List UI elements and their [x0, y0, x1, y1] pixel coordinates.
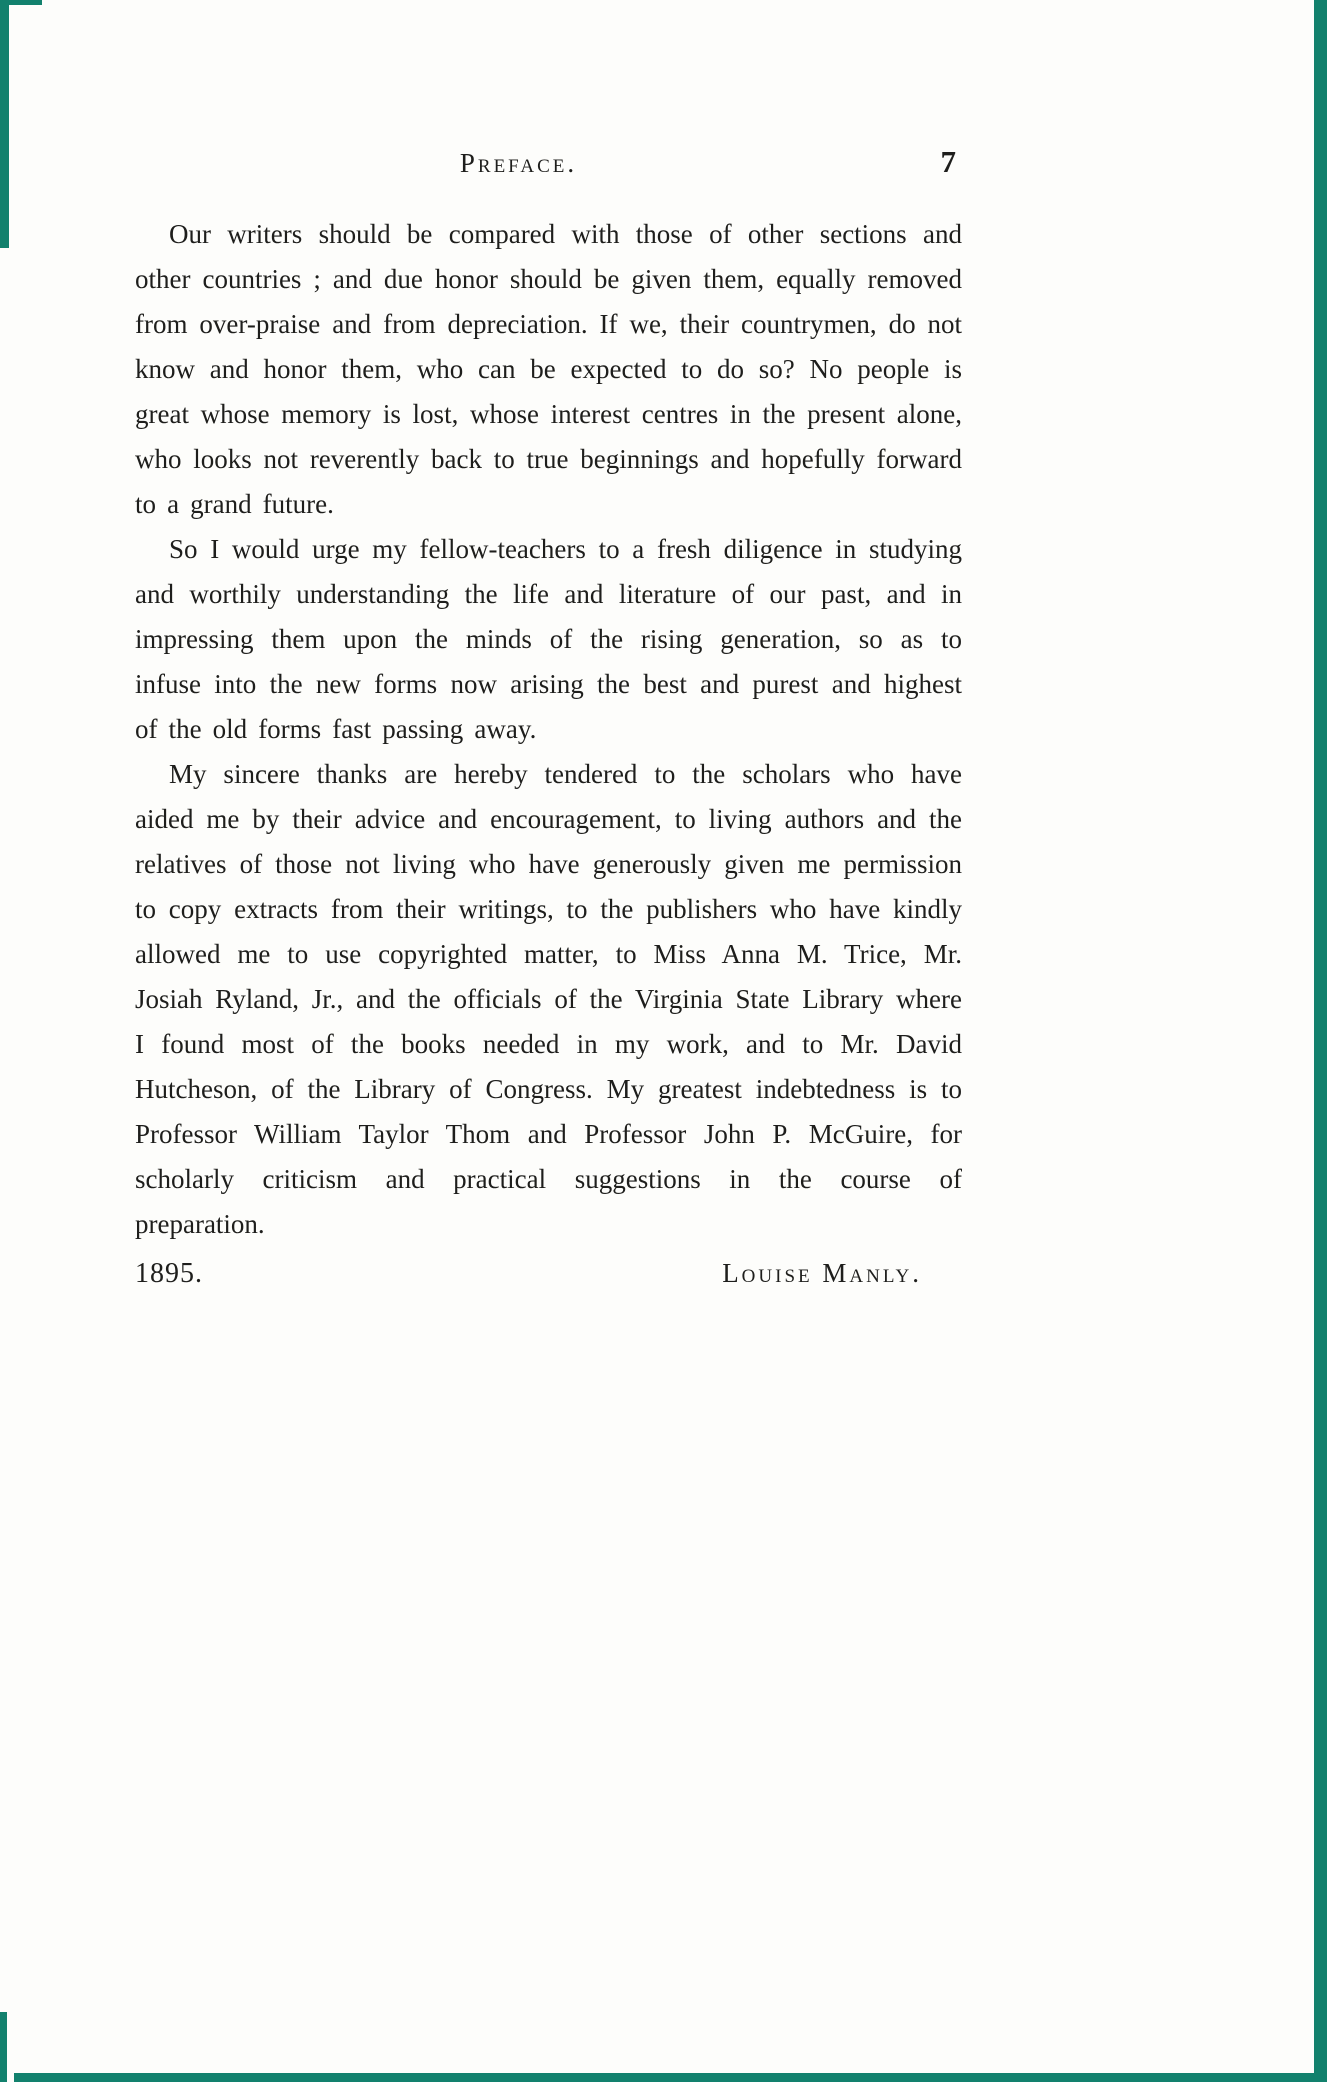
paragraph-2: So I would urge my fellow-teachers to a fresh diligence in studying and worthily understanding the life and literature of our past, and in impressing them upon the minds of the rising generation, so as to infuse into the new forms now arising the best and purest and highest of the old forms fast passing away. [135, 534, 962, 744]
book-cover-edge-left-bottom [0, 2012, 7, 2082]
paragraph-1: Our writers should be compared with those of other sections and other countries ; and due honor should be given them, equally removed from over-praise and from depreciation. If we, their countrymen, do not know and honor them, who can be expected to do so? No people is great whose memory is lost, whose interest centres in the present alone, who looks not reverently back to true beginnings and hopefully forward to a grand future. [135, 219, 962, 519]
page-footer [135, 1251, 962, 1296]
page-header [135, 144, 962, 190]
book-cover-edge-top-left [0, 0, 42, 5]
publication-year: 1895. [135, 1258, 203, 1289]
book-cover-edge-bottom [14, 2073, 1327, 2082]
book-cover-edge-left-top [0, 0, 9, 248]
book-cover-edge-right [1314, 0, 1327, 2082]
running-title: Preface. [459, 148, 578, 178]
author-name: Louise Manly. [722, 1258, 922, 1288]
page-number: 7 [940, 144, 956, 179]
preface-body [135, 212, 962, 1296]
paragraph-3: My sincere thanks are hereby tendered to the scholars who have aided me by their advice and encouragement, to living authors and the relatives of those not living who have generously given me permission to copy extracts from their writings, to the publishers who have kindly allowed me to use copyrighted matter, to Miss Anna M. Trice, Mr. Josiah Ryland, Jr., and the officials of the Virginia State Library where I found most of the books needed in my work, and to Mr. David Hutcheson, of the Library of Congress. My greatest indebtedness is to Professor William Taylor Thom and Professor John P. McGuire, for scholarly criticism and practical suggestions in the course of preparation. [135, 759, 962, 1239]
